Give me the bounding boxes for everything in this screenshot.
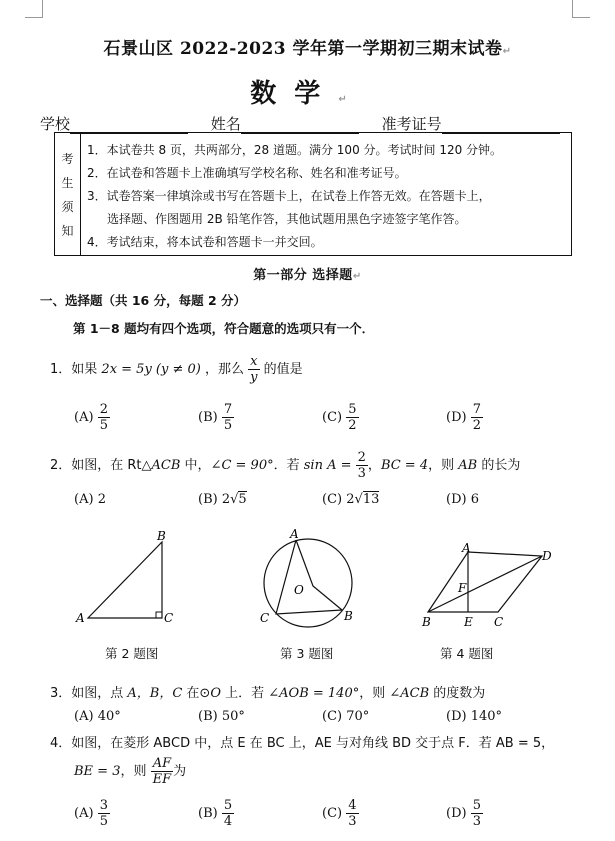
question-2: 2．如图，在 Rt△ACB 中，∠C = 90°．若 sin A = $\frac{2}{3}$ ，BC = 4，则 AB 的长为 [50,450,521,481]
crop-mark-top-right [572,0,590,18]
q1-option-d[interactable]: (D) $\frac{7}{2}$ [446,402,481,433]
q2-option-a[interactable]: (A) 2 [74,492,106,507]
fraction: $\frac{AF}{EF}$ [152,756,172,787]
label-c: C [494,615,504,629]
label-b: B [157,530,166,543]
q3-option-d[interactable]: (D) 140° [446,709,503,724]
figure-3-circle [250,528,370,634]
q4-option-d[interactable]: (D) $\frac{5}{3}$ [446,798,481,829]
label-a: A [290,528,299,541]
fraction: $\frac{2}{3}$ [357,450,366,481]
label-e: E [464,615,473,629]
label-c: C [260,611,270,625]
exam-id-label: 准考证号 [381,115,442,133]
label-o: O [294,583,304,597]
figure-2-right-triangle [60,530,200,630]
fraction: $\frac{x}{y}$ [250,354,258,385]
notice-items [87,139,502,254]
q3-option-a[interactable]: (A) 40° [74,709,121,724]
q4-option-c[interactable]: (C) $\frac{4}{3}$ [322,798,357,829]
notice-item: 4．考试结束，将本试卷和答题卡一并交回。 [87,235,323,249]
label-c: C [164,611,174,625]
return-mark: ↵ [502,46,512,57]
notice-item: 2．在试卷和答题卡上准确填写学校名称、姓名和准考证号。 [87,166,407,180]
label-d: D [542,549,552,563]
section-instruction: 第 1－8 题均有四个选项，符合题意的选项只有一个． [73,321,375,336]
section-heading: 一、选择题（共 16 分，每题 2 分） [40,293,247,308]
notice-item: 3．试卷答案一律填涂或书写在答题卡上，在试卷上作答无效。在答题卡上， [87,189,491,203]
q2-option-c[interactable]: (C) 2√13 [322,492,380,507]
student-info-fields [40,113,560,134]
q4-option-b[interactable]: (B) $\frac{5}{4}$ [198,798,233,829]
exam-subject: 数学↵ [250,79,365,109]
q1-option-a[interactable]: (A) $\frac{2}{5}$ [74,402,108,433]
question-3: 3．如图，点 A，B，C 在⊙O 上．若 ∠AOB = 140°，则 ∠ACB 的度数为 [50,686,486,701]
exam-notice-box [54,132,572,256]
question-1: 1．如果 2x = 5y (y ≠ 0) ，那么 $\frac{x}{y}$ 的值是 [50,354,303,385]
q4-option-a[interactable]: (A) $\frac{3}{5}$ [74,798,108,829]
crop-mark-top-left [25,0,43,18]
q1-option-b[interactable]: (B) $\frac{7}{5}$ [198,402,233,433]
label-f: F [458,581,467,595]
question-4-line-1: 4．如图，在菱形 ABCD 中，点 E 在 BC 上，AE 与对角线 BD 交于点 F．若 AB = 5， [50,736,555,751]
exam-title: 石景山区 2022-2023 学年第一学期初三期末试卷↵ [103,39,512,59]
q2-option-b[interactable]: (B) 2√5 [198,492,247,507]
notice-item: 1．本试卷共 8 页，共两部分，28 道题。满分 100 分。考试时间 120 分钟。 [87,143,503,157]
q3-option-b[interactable]: (B) 50° [198,709,245,724]
figure-4-caption: 第 4 题图 [440,646,494,661]
label-a: A [462,541,471,555]
return-mark: ↵ [338,94,365,105]
figure-3-caption: 第 3 题图 [280,646,334,661]
question-4-line-2: BE = 3，则 $\frac{AF}{EF}$ 为 [74,756,187,787]
part-heading: 第一部分 选择题↵ [253,268,362,283]
q2-option-d[interactable]: (D) 6 [446,492,479,507]
q3-option-c[interactable]: (C) 70° [322,709,370,724]
figure-2-caption: 第 2 题图 [105,646,159,661]
notice-item: 选择题、作图题用 2B 铅笔作答，其他试题用黑色字迹签字笔作答。 [107,212,467,226]
school-label: 学校 [40,115,71,133]
figure-4-rhombus [418,540,566,632]
label-b: B [422,615,431,629]
label-b: B [344,609,353,623]
name-label: 姓名 [210,115,241,133]
q1-option-c[interactable]: (C) $\frac{5}{2}$ [322,402,357,433]
label-a: A [76,611,85,625]
notice-side-label: 考 生 须 知 [55,133,81,255]
